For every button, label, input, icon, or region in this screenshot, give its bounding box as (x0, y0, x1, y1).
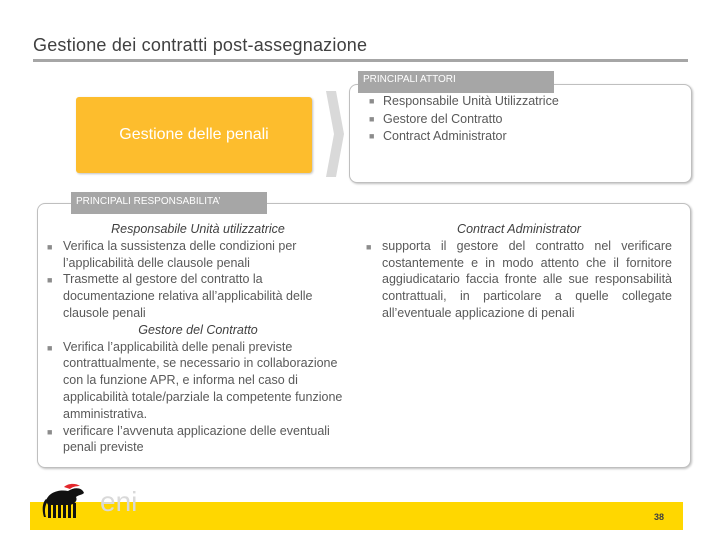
logo-wordmark: eni (100, 486, 138, 517)
list-item: ■ Verifica la sussistenza delle condizioni per l’applicabilità delle clausole penali (47, 238, 297, 270)
responsibilities-left-column (47, 221, 349, 456)
eni-logo-icon (38, 481, 150, 523)
actor-item: ■ Contract Administrator (369, 128, 559, 146)
actors-list (369, 93, 559, 146)
section-heading: Gestore del Contratto (138, 322, 258, 337)
page-number: 38 (654, 512, 665, 522)
actors-tab-label: PRINCIPALI ATTORI (358, 71, 554, 93)
list-item: ■ verificare l’avvenuta applicazione delle eventuali penali previste (47, 423, 330, 455)
square-bullet-icon: ■ (366, 241, 372, 252)
actor-item: ■ Responsabile Unità Utilizzatrice (369, 93, 559, 111)
square-bullet-icon: ■ (47, 241, 53, 252)
title-divider (33, 59, 688, 62)
topic-label: Gestione delle penali (119, 126, 269, 143)
list-item: ■ Verifica l’applicabilità delle penali previste contrattualmente, se necessario in collaborazione con la funzione APR, e informa nel caso di applicabilità totale/parziale la competente funzione amministrativa. (47, 339, 343, 421)
actor-item: ■ Gestore del Contratto (369, 111, 559, 129)
section-heading: Responsabile Unità utilizzatrice (111, 222, 285, 236)
topic-box (76, 97, 312, 173)
square-bullet-icon: ■ (369, 96, 375, 106)
section-heading: Contract Administrator (457, 222, 581, 236)
square-bullet-icon: ■ (47, 342, 53, 353)
responsibilities-tab-label: PRINCIPALI RESPONSABILITA’ (71, 192, 267, 214)
square-bullet-icon: ■ (369, 131, 375, 141)
square-bullet-icon: ■ (47, 426, 53, 437)
square-bullet-icon: ■ (47, 275, 53, 286)
square-bullet-icon: ■ (369, 113, 375, 124)
list-item: ■ Trasmette al gestore del contratto la documentazione relativa all’applicabilità delle clausole penali (47, 272, 313, 320)
chevron-right-icon (326, 91, 344, 177)
list-item: ■ supporta il gestore del contratto nel verificare costantemente e in modo attento che il fornitore aggiudicatario faccia fronte alle sue responsabilità contrattuali, in particolare a quelle collegate all’eventuale applicazione di penali (366, 238, 672, 320)
page-title: Gestione dei contratti post-assegnazione (33, 35, 368, 55)
responsibilities-right-column (366, 221, 672, 322)
